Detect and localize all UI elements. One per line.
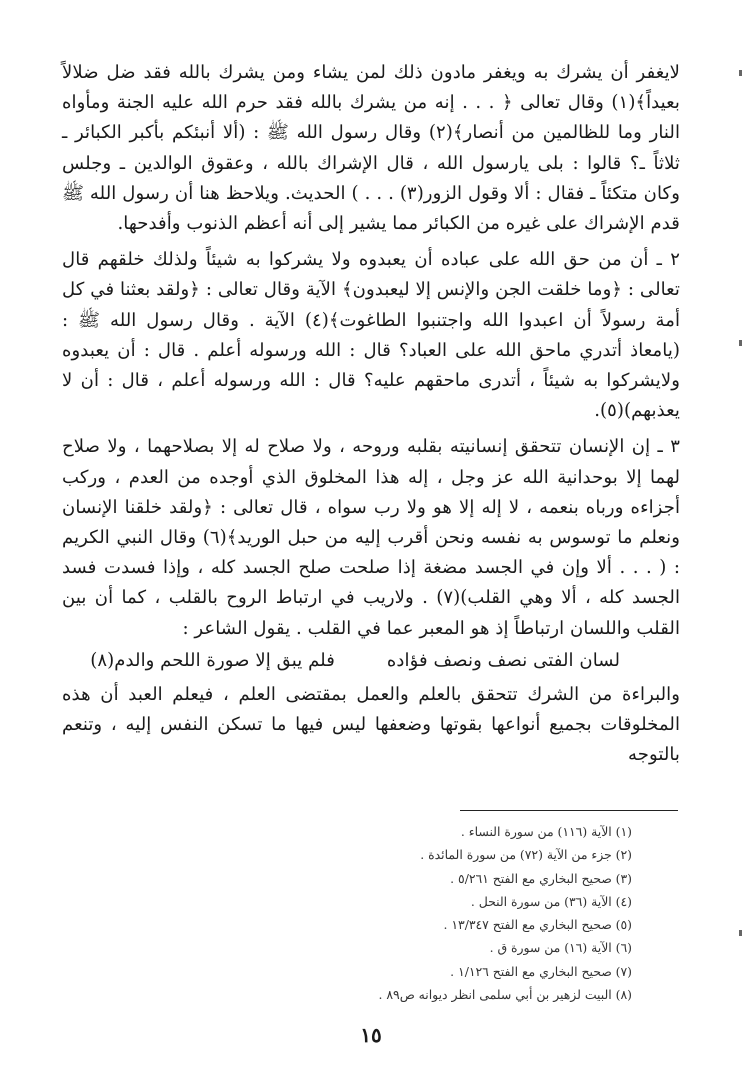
footnote-3: (٣) صحيح البخاري مع الفتح ٥/٢٦١ . (450, 870, 632, 886)
footnote-5: (٥) صحيح البخاري مع الفتح ١٣/٣٤٧ . (443, 917, 632, 933)
poem-first-hemistich: لسان الفتى نصف ونصف فؤاده (386, 649, 620, 671)
footnote-1: (١) الآية (١١٦) من سورة النساء . (460, 824, 632, 839)
paragraph-1: لايغفر أن يشرك به ويغفر مادون ذلك لمن يشاء ومن يشرك بالله فقد ضل ضلالاً بعيداً﴾(١) وقال تعالى ﴿ . . . إنه من يشرك بالله فقد حرم الله عليه الجنة ومأواه النار وما للظالمين من أنصار﴾(٢) وقال رسول الله ﷺ : (ألا أنبئكم بأكبر الكبائر ـ ثلاثاً ـ؟ قالوا : بلى يارسول الله ، قال الإشراك بالله ، وعقوق الوالدين ـ وجلس وكان متكئاً ـ فقال : ألا وقول الزور(٣) . . . ) الحديث. ويلاحظ هنا أن رسول الله ﷺ قدم الإشراك على غيره من الكبائر مما يشير إلى أنه أعظم الذنوب وأفدحها. (62, 62, 680, 235)
paragraph-2: ٢ ـ أن من حق الله على عباده أن يعبدوه ولا يشركوا به شيئاً ولذلك خلقهم قال تعالى : ﴿وما خلقت الجن والإنس إلا ليعبدون﴾ الآية وقال تعالى : ﴿ولقد بعثنا في كل أمة رسولاً أن اعبدوا الله واجتنبوا الطاغوت﴾(٤) الآية . وقال رسول الله ﷺ : (يامعاذ أتدري ماحق الله على العباد؟ قال : الله ورسوله أعلم . قال : أن يعبدوه ولايشركوا به شيئاً ، أتدرى ماحقهم عليه؟ قال : الله ورسوله أعلم ، قال : أن لا يعذبهم)(٥). (62, 249, 680, 422)
poem-verse (62, 646, 680, 676)
paragraph-3: ٣ ـ إن الإنسان تتحقق إنسانيته بقلبه وروحه ، ولا صلاح له إلا بصلاحهما ، ولا صلاح لهما إلا بوحدانية الله عز وجل ، إله هذا المخلوق الذي أوجده من العدم ، وركب أجزاءه ورباه بنعمه ، لا إله إلا هو ولا رب سواه ، قال تعالى : ﴿ولقد خلقنا الإنسان ونعلم ما توسوس به نفسه ونحن أقرب إليه من حبل الوريد﴾(٦) وقال النبي الكريم : ( . . . ألا وإن في الجسد مضغة إذا صلحت صلح الجسد كله ، وإذا فسدت فسد الجسد كله ، ألا وهي القلب)(٧) . ولاريب في ارتباط الروح بالقلب ، كما أن بين القلب واللسان ارتباطاً إذ هو المعبر عما في القلب . يقول الشاعر : (62, 436, 680, 639)
footnotes (212, 820, 632, 1006)
poem-second-hemistich: فلم يبق إلا صورة اللحم والدم(٨) (90, 649, 335, 671)
footnote-7: (٧) صحيح البخاري مع الفتح ١/١٢٦ . (450, 963, 632, 979)
footnote-separator (460, 810, 678, 811)
paragraph-4: والبراءة من الشرك تتحقق بالعلم والعمل بمقتضى العلم ، فيعلم العبد أن هذه المخلوقات بجميع أنواعها بقوتها وضعفها ليس فيها ما تسكن النفس إليه ، وتنعم بالتوجه (62, 684, 680, 766)
page-number: ١٥ (360, 1023, 382, 1047)
footnote-2: (٢) جزء من الآية (٧٢) من سورة المائدة . (420, 847, 632, 863)
footnote-6: (٦) الآية (١٦) من سورة ق . (489, 940, 632, 956)
footnote-8: (٨) البيت لزهير بن أبي سلمى انظر ديوانه ص٨٩ . (378, 987, 632, 1003)
footnote-4: (٤) الآية (٣٦) من سورة النحل . (470, 893, 632, 909)
main-text (62, 58, 680, 771)
